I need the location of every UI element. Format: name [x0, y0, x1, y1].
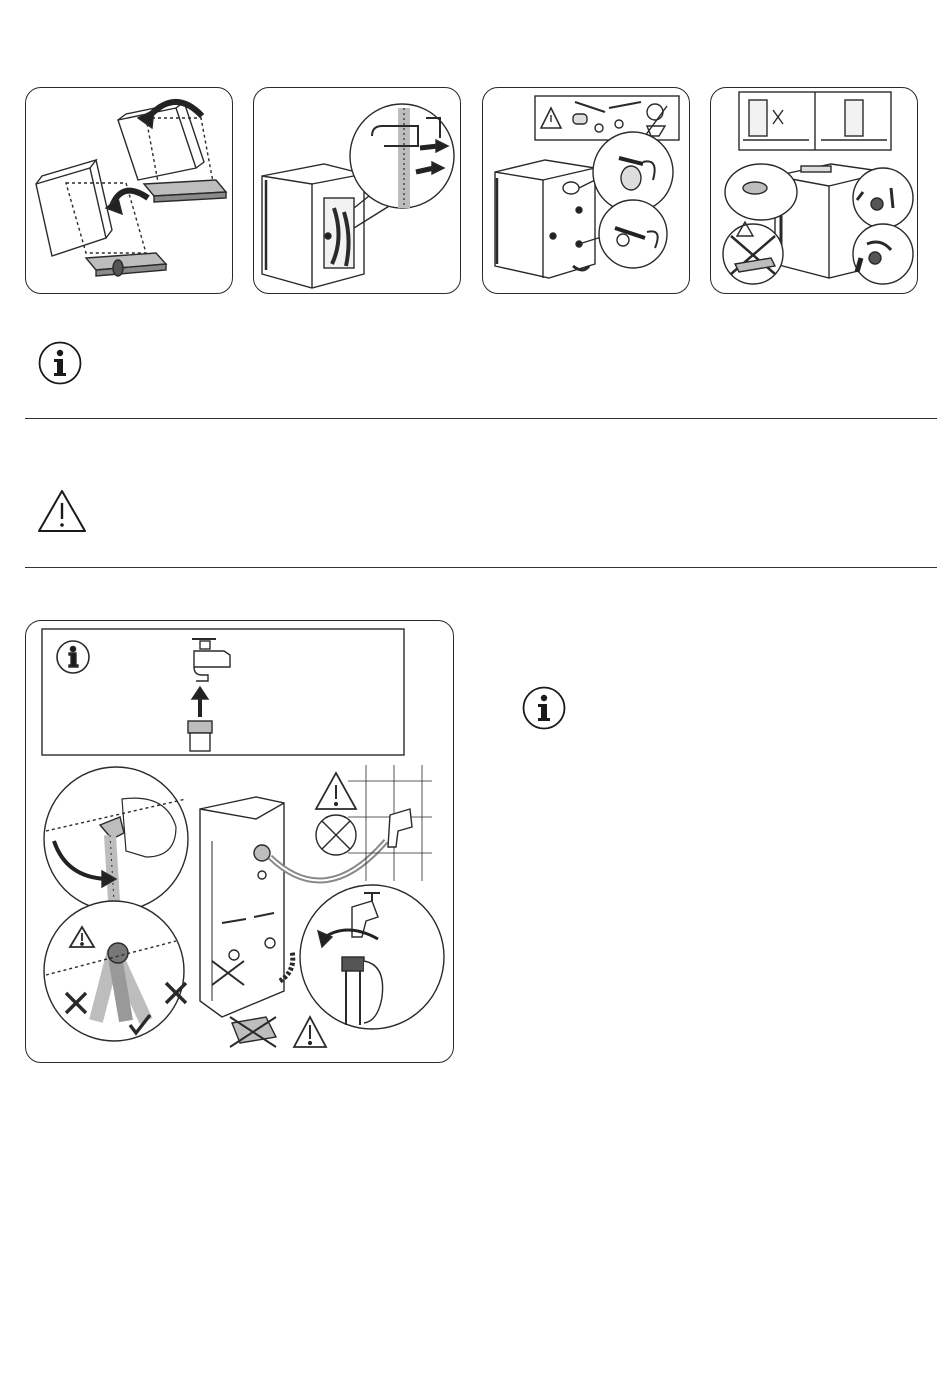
warning-icon-shape — [36, 488, 88, 534]
connect-inlet-hose-illustration — [25, 620, 454, 1063]
remove-transit-bolts-illustration — [482, 87, 690, 294]
info-icon-shape — [522, 686, 566, 730]
hose-clip-drawing — [254, 88, 461, 294]
info-icon — [522, 686, 566, 735]
warning-triangle-icon — [36, 488, 88, 539]
info-icon-shape — [38, 341, 82, 385]
info-icon — [38, 341, 82, 390]
transit-bolts-drawing — [483, 88, 690, 294]
unpacking-remove-base-illustration — [25, 87, 233, 294]
unpacking-drawing — [26, 88, 233, 294]
section-divider — [25, 418, 937, 419]
inlet-hose-drawing — [26, 621, 454, 1063]
section-divider — [25, 567, 937, 568]
level-appliance-feet-illustration — [710, 87, 918, 294]
leveling-drawing — [711, 88, 918, 294]
remove-hose-from-clip-illustration — [253, 87, 461, 294]
